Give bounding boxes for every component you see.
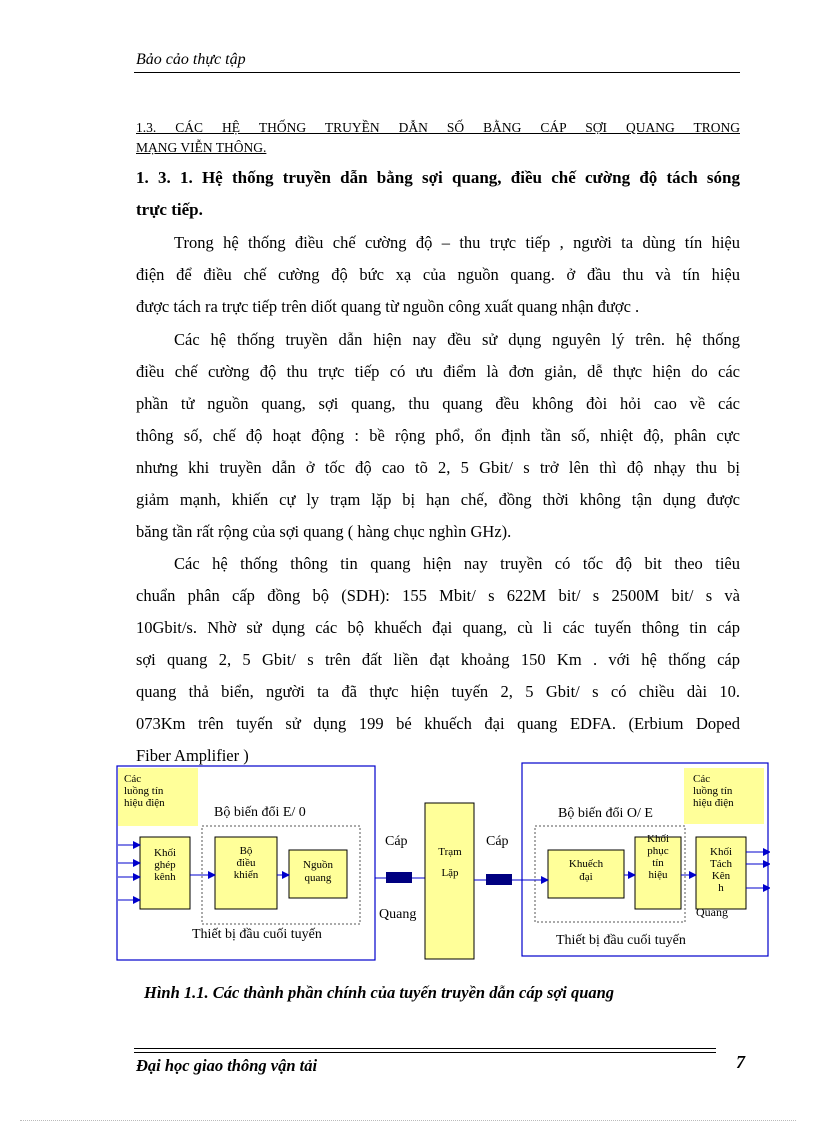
page-edge: [20, 1120, 796, 1121]
footer-rule: [134, 1048, 716, 1049]
footer-university: Đại học giao thông vận tải: [136, 1056, 318, 1075]
page-header-title: Bảo cảo thực tập: [136, 51, 246, 68]
cable2-connector: [486, 874, 512, 885]
section-heading-line2: MẠNG VIỄN THÔNG.: [136, 140, 267, 155]
cable1-label: Cáp: [385, 834, 408, 849]
header-rule: [134, 72, 740, 73]
cable1-connector: [386, 872, 412, 883]
body-line: Fiber Amplifier ): [136, 746, 249, 765]
mux-block-text: Khối ghép kênh: [154, 847, 176, 883]
repeater-block: [425, 803, 474, 959]
quang1-label: Quang: [379, 907, 417, 922]
body-line: giảm mạnh, khiến cự ly trạm lặp bị hạn chế, đồng thời không tận dụng được: [136, 490, 740, 509]
repeater-text: Trạm Lặp: [438, 846, 462, 879]
left-signal-tag-text: Các luồng tín hiệu điện: [124, 773, 165, 809]
body-line: 10Gbit/s. Nhờ sử dụng các bộ khuếch đại quang, cù li các tuyến thông tin cáp: [136, 618, 740, 637]
page-number: 7: [736, 1052, 745, 1072]
left-converter-label: Bộ biến đổi E/ 0: [214, 805, 306, 820]
subsection-heading-line2: trực tiếp.: [136, 200, 203, 219]
driver-block-text: Bộ điều khiển: [233, 845, 259, 881]
right-converter-label: Bộ biến đổi O/ E: [558, 806, 653, 821]
fiber-link-diagram: [110, 760, 770, 965]
body-line: băng tần rất rộng của sợi quang ( hàng chục nghìn GHz).: [136, 522, 512, 541]
cable2-label: Cáp: [486, 834, 509, 849]
footer-rule: [134, 1052, 716, 1053]
body-line: phần tử nguồn quang, sợi quang, thu quang đều không đòi hỏi cao về các: [136, 394, 740, 413]
body-line: 073Km trên tuyến sử dụng 199 bé khuếch đại quang EDFA. (Erbium Doped: [136, 714, 740, 733]
recovery-text: Khối phục tín hiệu: [647, 833, 669, 881]
body-line: Các hệ thống truyền dẫn hiện nay đều sử dụng nguyên lý trên. hệ thống: [174, 330, 740, 349]
body-line: được tách ra trực tiếp trên diốt quang từ nguồn công xuất quang nhận được .: [136, 297, 640, 316]
source-block-text: Nguồn quang: [303, 859, 333, 884]
section-heading-line1: 1.3. CÁC HỆ THỐNG TRUYỀN DẪN SỐ BẰNG CÁP SỢI QUANG TRONG: [136, 120, 740, 135]
body-line: điện để điều chế cường độ bức xạ của nguồn quang. ở đầu thu và tín hiệu: [136, 265, 740, 284]
body-line: nhưng khi truyền dẫn ở tốc độ cao tõ 2, 5 Gbit/ s trở lên thì độ nhạy thu bị: [136, 458, 740, 477]
body-line: sợi quang 2, 5 Gbit/ s trên đất liền đạt khoảng 150 Km . với hệ thống cáp: [136, 650, 740, 669]
body-line: Trong hệ thống điều chế cường độ – thu trực tiếp , người ta dùng tín hiệu: [174, 233, 740, 252]
left-terminal-label: Thiết bị đầu cuối tuyến: [192, 927, 322, 942]
body-line: điều chế cường độ thu trực tiếp có ưu điểm là đơn giản, dễ thực hiện do các: [136, 362, 740, 381]
body-line: chuẩn phân cấp đồng bộ (SDH): 155 Mbit/ s 622M bit/ s 2500M bit/ s và: [136, 586, 740, 605]
quang2-label: Quang: [696, 905, 728, 919]
right-signal-tag-text: Các luồng tín hiệu điện: [693, 773, 734, 809]
amplifier-text: Khuếch đại: [568, 858, 604, 883]
subsection-heading-line1: 1. 3. 1. Hệ thống truyền dẫn bằng sợi quang, điều chế cường độ tách sóng: [136, 168, 740, 187]
demux-text: Khối Tách Kên h: [710, 846, 732, 894]
right-terminal-label: Thiết bị đầu cuối tuyến: [556, 933, 686, 948]
body-line: thông số, chế độ hoạt động : bề rộng phổ, ổn định tần số, nhiệt độ, phân cực: [136, 426, 740, 445]
body-line: quang thả biển, người ta đã thực hiện tuyến 2, 5 Gbit/ s có chiều dài 10.: [136, 682, 740, 701]
body-line: Các hệ thống thông tin quang hiện nay truyền có tốc độ bit theo tiêu: [174, 554, 740, 573]
figure-caption: Hình 1.1. Các thành phần chính của tuyến truyền dẫn cáp sợi quang: [144, 983, 615, 1002]
